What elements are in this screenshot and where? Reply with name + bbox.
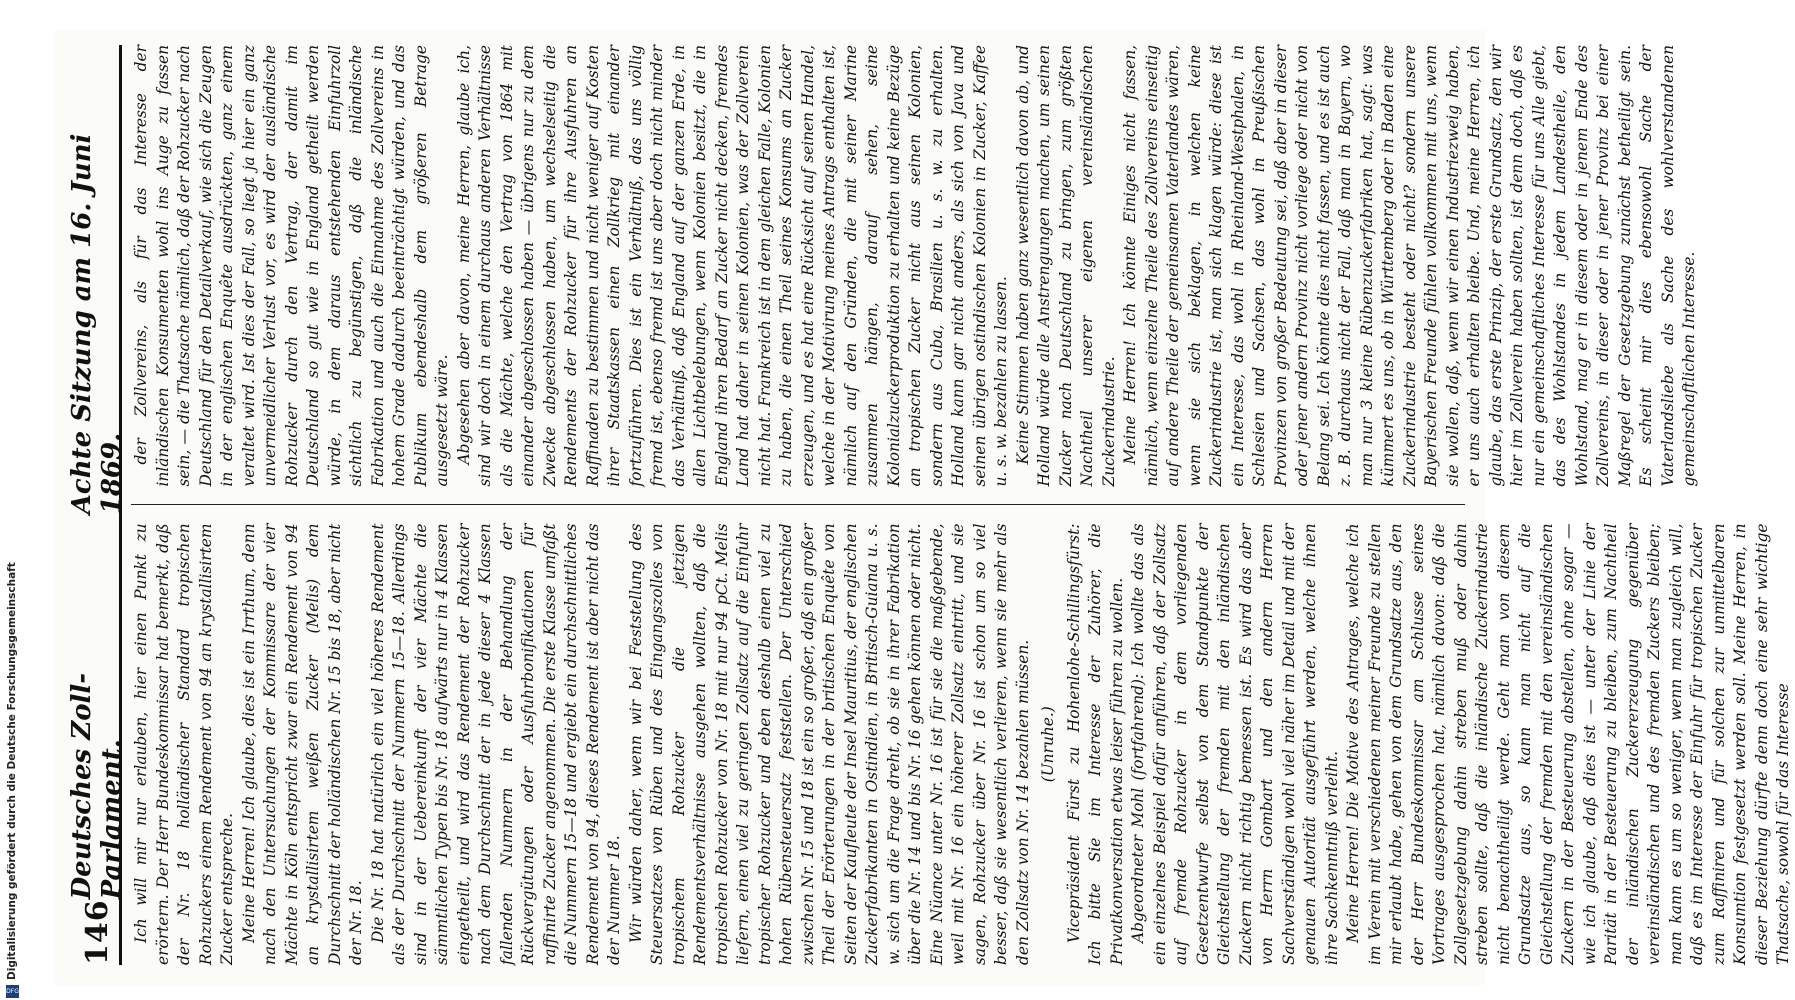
paragraph: Meine Herren! Ich glaube, dies ist ein Irrthum, denn nach den Untersuchungen der Kommissare der vier Mächte in Köln entspricht zwar ein Rendement von 94 an krystallisirtem weißen Zucker (Melis) dem Durchschnitt der holländischen Nr. 15 bis 18, aber nicht der Nr. 18.: [239, 523, 365, 965]
paragraph: Abgeordneter Mohl (fortfahrend): Ich wollte das als ein einzelnes Beispiel dafür anführen, daß der Zollsatz auf fremde Rohzucker in dem vorliegenden Gesetzentwurfe selbst von dem Standpunkte der Gleichstellung der fremden mit den inländischen Zuckern nicht richtig bemessen ist. Es wird das aber von Herrn Gombart und den andern Herren Sachverständigen wohl viel näher im Detail und mit der genauen Autorität ausgeführt werden, welche ihnen ihre Sachkenntniß verleiht.: [1129, 523, 1341, 965]
paragraph: Ich will mir nur erlauben, hier einen Punkt zu erörtern. Der Herr Bundeskommissar hat bemerkt, daß der Nr. 18 holländischer Standard tropischen Rohzuckers einem Rendement von 94 an krystallisirtem Zucker entspreche.: [132, 523, 236, 965]
paragraph: Abgesehen aber davon, meine Herren, glaube ich, sind wir doch in einem durchaus anderen Verhältnisse als die Mächte, welche den Vertrag von 1864 mit einander abgeschlossen haben — übrigens nur zu dem Zwecke abgeschlossen haben, um wechselseitig die Rendements der Rohzucker für ihre Ausfuhren an Raffinaden zu bestimmen und nicht weniger auf Kosten ihrer Staatskassen einen Zollkrieg mit einander fortzuführen. Dies ist ein Verhältniß, das uns völlig fremd ist, ebenso fremd ist uns aber doch nicht minder das Verhältniß, daß England auf der ganzen Erde, in allen Lichtbelebungen, wenn Kolonien besitzt, die in England ihren Bedarf an Zucker nicht decken, fremdes Land hat daher in seinen Kolonien, was der Zollverein nicht hat. Frankreich ist in dem gleichen Falle, Kolonien zu haben, die einen Theil seines Konsums an Zucker erzeugen, und es hat eine Rücksicht auf seinen Handel, welche in der Motivirung meines Antrags enthalten ist, nämlich auf den Gründen, die mit seiner Marine zusammen hängen, darauf sehen, seine Kolonialzuckerproduktion zu erhalten und keine Bezüge an tropischen Zucker nicht aus seinen Kolonien, sondern aus Cuba, Brasilien u. s. w. zu erhalten. Holland kann gar nicht anders, als sich von Java und seinen übrigen ostindischen Kolonien in Zucker, Kaffee u. s. w. bezahlen zu lassen.: [454, 45, 1010, 487]
column-divider: [131, 505, 1465, 506]
scanned-page: [55, 30, 1792, 985]
text-columns: [131, 45, 1792, 965]
paragraph: Keine Stimmen haben ganz wesentlich davon ab, und Holland würde alle Anstrengungen machen, um seinen Zucker nach Deutschland zu bringen, zum größten Nachtheil unserer eigenen vereinsländischen Zuckerindustrie.: [1013, 45, 1118, 487]
paragraph: Die Nr. 18 hat natürlich ein viel höheres Rendement als der Durchschnitt der Nummern 15—18. Allerdings sind in der Uebereinkunft der vier Mächte die sämmtlichen Typen bis Nr. 18 aufwärts nur in 4 Klassen eingetheilt, und wird das Rendement der Rohzucker nach dem Durchschnitt der in jede dieser 4 Klassen fallenden Nummern in der Behandlung der Rückvergütungen oder Ausfuhrbonifikationen für raffinirte Zucker angenommen. Die erste Klasse umfaßt die Nummern 15—18 und ergiebt ein durchschnittliches Rendement von 94, dieses Rendement ist aber nicht das der Nummer 18.: [368, 523, 623, 965]
left-column: [131, 523, 1792, 966]
running-head: [67, 45, 127, 965]
dfg-logo: DFG: [6, 985, 19, 998]
right-column: [131, 45, 1698, 487]
rotated-page: [67, 45, 1792, 965]
digitization-note: [6, 140, 20, 980]
paragraph: Meine Herren! Die Motive des Antrages, welche ich im Verein mit verschiedenen meiner Freunde zu stellen mir erlaubt habe, gehen von dem Grundsatze aus, den der Herr Bundeskommissar am Schlusse seines Vortrages ausgesprochen hat, nämlich davon: daß die Zollgesetzgebung dahin streben muß oder dahin streben sollte, daß die inländische Zuckerindustrie nicht benachtheiligt werde. Geht man von diesem Grundsatze aus, so kann man nicht auf die Gleichstellung der fremden mit den vereinsländischen Zuckern in der Besteuerung abstellen, ohne sogar — wie ich glaube, daß dies ist — unter der Linie der Parität in der Besteuerung zu bleiben, zum Nachtheil der inländischen Zuckererzeugung gegenüber vereinsländischen und des fremden Zuckers bleiben; man kann es um so weniger, wenn man zugleich will, daß es im Interesse der Einfuhr für tropischen Zucker zum Raffiniren und für solchen zur unmittelbaren Konsumtion festgesetzt werden soll. Meine Herren, in dieser Beziehung dürfte denn doch eine sehr wichtige Thatsache, sowohl für das Interesse: [1344, 523, 1792, 965]
page-number: 146: [79, 899, 115, 965]
paragraph: der Zollvereins, als für das Interesse der inländischen Konsumenten wohl ins Auge zu fassen sein, — die Thatsache nämlich, daß der Rohzucker nach Deutschland für den Detailverkauf, wie sich die Zeugen in der englischen Enquête ausdrückten, ganz einem veraltet wird. Ist dies der Fall, so liegt ja hier ein ganz unvermeidlicher Verlust vor, es wird der ausländische Rohzucker durch den Vertrag, der damit im Deutschland so gut wie in England getheilt werden würde, in dem daraus entstehenden Einfuhrzoll sichtlich zu begünstigen, daß die inländische Fabrikation und auch die Einnahme des Zollvereins in hohem Grade dadurch beeinträchtigt würden, und das Publikum ebendeshalb dem größeren Betrage ausgesetzt wäre.: [132, 45, 451, 487]
paragraph: Meine Herren! Ich könnte Einiges nicht fassen, nämlich, wenn einzelne Theile des Zollvereins einseitig auf andere Theile der gemeinsamen Vaterlandes wären, wenn sie sich beklagen, in welchen keine Zuckerindustrie ist, man sich klagen würde: diese ist ein Interesse, das wohl in Rheinland-Westphalen, in Schlesien und Sachsen, das wohl in Preußischen Provinzen von großer Bedeutung sei, daß aber in dieser oder jener andern Provinz nicht vorliege oder nicht von Belang sei. Ich könnte dies nicht fassen, und es ist auch z. B. durchaus nicht der Fall, daß man in Bayern, wo man nur 3 kleine Rübenzuckerfabriken hat, sagt: was kümmert es uns, ob in Württemberg oder in Baden eine Zuckerindustrie besteht oder nicht? sondern unsere Bayerischen Freunde fühlen vollkommen mit uns, wenn sie wollen, daß, wenn wir einen Industriezweig haben, er uns auch erhalten bleibe. Und, meine Herren, ich glaube, das erste Prinzip, der erste Grundsatz, den wir hier im Zollverein haben sollten, ist denn doch, daß es nur ein gemeinschaftliches Interesse für uns Alle giebt, das des Wohlstandes in jedem Landestheile, den Wohlstand, mag er in diesem oder in jenem Ende des Zollvereins, in dieser oder in jener Provinz bei einer Maßregel der Gesetzgebung zunächst betheiligt sein. Es scheint mir dies ebensowohl Sache der Vaterlandsliebe als Sache des wohlverstandenen gemeinschaftlichen Interesse.: [1121, 45, 1698, 487]
paragraph: Wir würden daher, wenn wir bei Feststellung des Steuersatzes von Rüben und des Eingangszolles von tropischem Rohzucker die jetzigen Rendementsverhältnisse ausgehen wollten, daß die tropischen Rohzucker von Nr. 18 mit nur 94 pCt. Melis liefern, einen viel zu geringen Zollsatz auf die Einfuhr tropischer Rohzucker und eben deshalb einen viel zu hohen Rübensteuersatz feststellen. Der Unterschied zwischen Nr. 15 und 18 ist ein so großer, daß ein großer Theil der Erörterungen in der britischen Enquête von Seiten der Kaufleute der Insel Mauritius, der englischen Zuckerfabrikanten in Ostindien, in Britisch-Guiana u. s. w. sich um die Frage dreht, ob sie in ihrer Fabrikation über die Nr. 14 und bis Nr. 16 gehen können oder nicht. Eine Nüance unter Nr. 16 ist für sie die maßgebende, weil mit Nr. 16 ein höherer Zollsatz eintritt, und sie sagen, Rohzucker über Nr. 16 ist schon um so viel besser, daß sie wesentlich verlieren, wenn sie mehr als den Zollsatz von Nr. 14 bezahlen müssen.: [626, 523, 1032, 965]
paragraph: Vicepräsident Fürst zu Hohenlohe-Schillingsfürst: Ich bitte Sie im Interesse der Zuhörer, die Privatkonversation etwas leiser führen zu wollen.: [1064, 523, 1126, 965]
digitization-note-text: Digitalisierung gefördert durch die Deutsche Forschungsgemeinschaft: [6, 562, 18, 980]
paragraph: (Unruhe.): [1039, 706, 1057, 783]
session-heading: Achte Sitzung am 16. Juni 1869.: [67, 133, 127, 515]
publication-title: Deutsches Zoll-Parlament.: [67, 672, 127, 900]
